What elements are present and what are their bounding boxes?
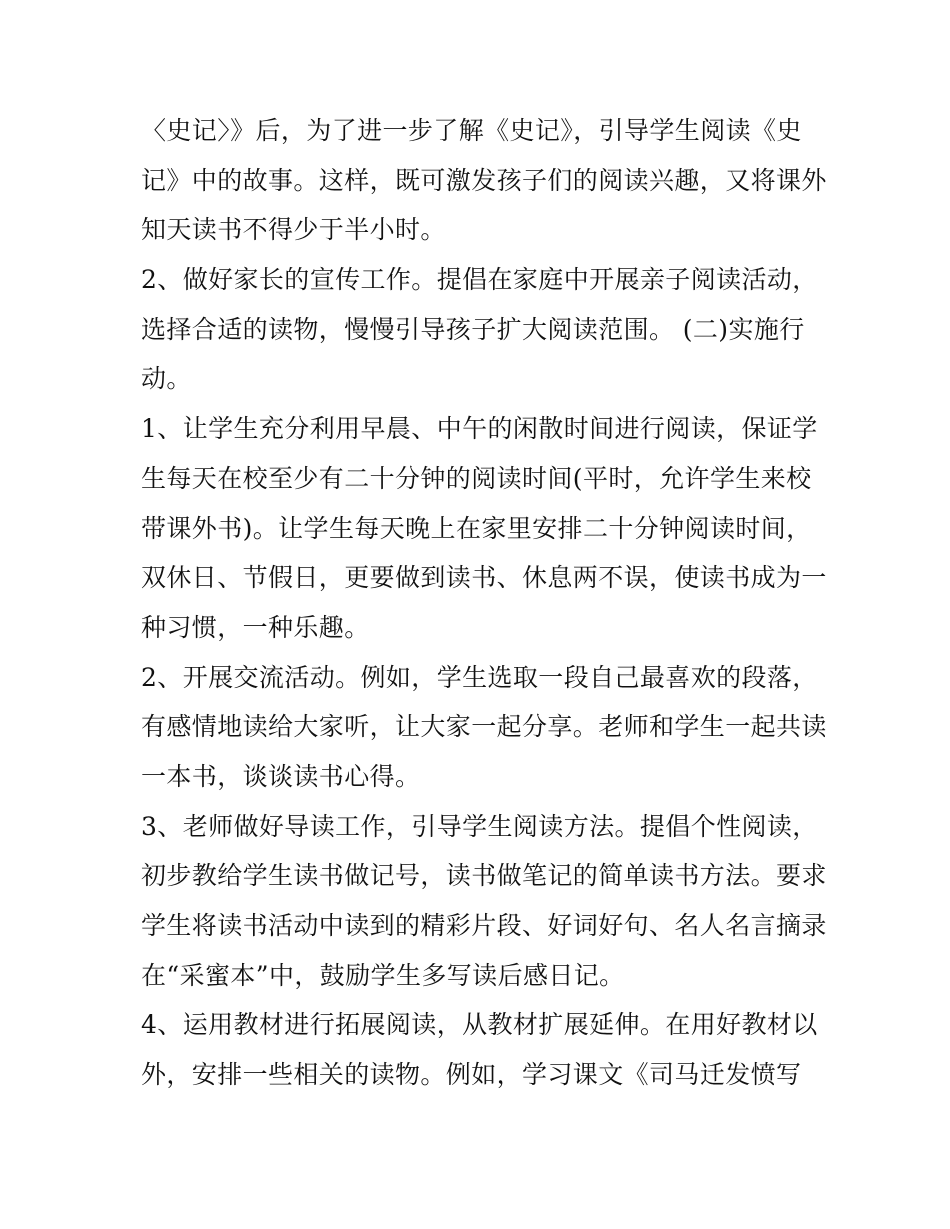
text-line: 外，安排一些相关的读物。例如，学习课文《司马迁发愤写 xyxy=(141,1060,802,1090)
text-line: 1、让学生充分利用早晨、中午的闲散时间进行阅读，保证学 xyxy=(141,414,818,444)
text-line: 双休日、节假日，更要做到读书、休息两不误，使读书成为一 xyxy=(141,563,827,593)
text-line: 初步教给学生读书做记号，读书做笔记的简单读书方法。要求 xyxy=(141,861,827,891)
text-line: 在“采蜜本”中，鼓励学生多写读后感日记。 xyxy=(141,960,625,990)
text-line: 选择合适的读物，慢慢引导孩子扩大阅读范围。 (二)实施行 xyxy=(141,314,805,344)
text-line: 4、运用教材进行拓展阅读，从教材扩展延伸。在用好教材以 xyxy=(141,1010,818,1040)
text-line: 有感情地读给大家听，让大家一起分享。老师和学生一起共读 xyxy=(141,712,827,742)
text-line: 学生将读书活动中读到的精彩片段、好词好句、名人名言摘录 xyxy=(141,911,827,940)
text-line: 动。 xyxy=(141,364,192,394)
body-text xyxy=(141,106,827,1100)
text-line: 一本书，谈谈读书心得。 xyxy=(141,761,421,791)
text-line: 带课外书)。让学生每天晚上在家里安排二十分钟阅读时间， xyxy=(141,513,812,543)
text-line: 知天读书不得少于半小时。 xyxy=(141,215,446,245)
text-line: 〈史记〉》后，为了进一步了解《史记》，引导学生阅读《史 xyxy=(141,116,802,145)
text-line: 种习惯，一种乐趣。 xyxy=(141,612,370,642)
text-line: 2、做好家长的宣传工作。提倡在家庭中开展亲子阅读活动， xyxy=(141,265,818,295)
text-line: 2、开展交流活动。例如，学生选取一段自己最喜欢的段落， xyxy=(141,662,818,692)
text-line: 生每天在校至少有二十分钟的阅读时间(平时，允许学生来校 xyxy=(141,463,812,493)
text-line: 记》中的故事。这样，既可激发孩子们的阅读兴趣，又将课外 xyxy=(141,165,827,195)
text-line: 3、老师做好导读工作，引导学生阅读方法。提倡个性阅读， xyxy=(141,811,818,841)
